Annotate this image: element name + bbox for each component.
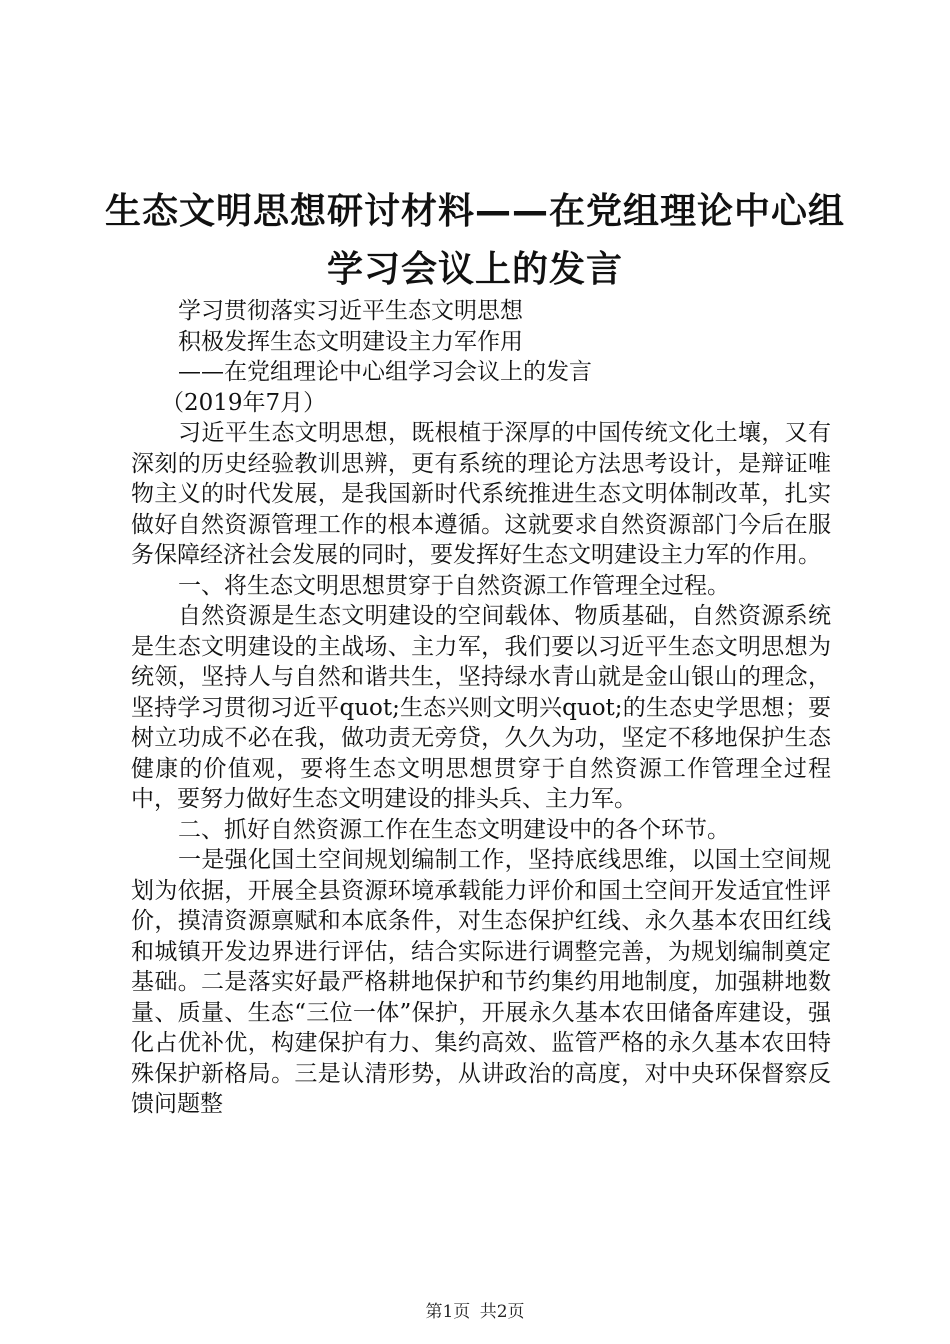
document-date: （2019年7月） xyxy=(161,389,327,416)
body-paragraph: 习近平生态文明思想，既根植于深厚的中国传统文化土壤，又有深刻的历史经验教训思辨，更有系统的理论方法思考设计，是辩证唯物主义的时代发展，是我国新时代系统推进生态文明体制改革，扎实做好自然资源管理工作的根本遵循。这就要求自然资源部门今后在服务保障经济社会发展的同时，要发挥好生态文明建设主力军的作用。 xyxy=(131,420,831,568)
body-paragraph: 一是强化国土空间规划编制工作，坚持底线思维，以国土空间规划为依据，开展全县资源环境承载能力评价和国土空间开发适宜性评价，摸清资源禀赋和本底条件，对生态保护红线、永久基本农田红线和城镇开发边界进行评估，结合实际进行调整完善，为规划编制奠定基础。二是落实好最严格耕地保护和节约集约用地制度，加强耕地数量、质量、生态“三位一体”保护，开展永久基本农田储备库建设，强化占优补优，构建保护有力、集约高效、监管严格的永久基本农田特殊保护新格局。三是认清形势，从讲政治的高度，对中央环保督察反馈问题整 xyxy=(131,847,831,1117)
section-heading: 二、抓好自然资源工作在生态文明建设中的各个环节。 xyxy=(178,816,730,843)
page-total: 共2页 xyxy=(479,1302,525,1322)
subtitle-line2: 积极发挥生态文明建设主力军作用 xyxy=(178,328,523,355)
document-body xyxy=(131,296,831,1120)
document-title-line2: 学习会议上的发言 xyxy=(326,249,623,290)
subtitle-line3: ——在党组理论中心组学习会议上的发言 xyxy=(178,359,592,385)
subtitle-line1: 学习贯彻落实习近平生态文明思想 xyxy=(178,298,523,324)
section-heading: 一、将生态文明思想贯穿于自然资源工作管理全过程。 xyxy=(178,572,730,599)
page-number: 第1页 xyxy=(425,1302,471,1322)
document-title-line1: 生态文明思想研讨材料——在党组理论中心组 xyxy=(104,191,845,232)
page-footer xyxy=(0,1301,950,1323)
body-paragraph: 自然资源是生态文明建设的空间载体、物质基础，自然资源系统是生态文明建设的主战场、主力军，我们要以习近平生态文明思想为统领，坚持人与自然和谐共生，坚持绿水青山就是金山银山的理念，坚持学习贯彻习近平quot;生态兴则文明兴quot;的生态史学思想；要树立功成不必在我，做功责无旁贷，久久为功，坚定不移地保护生态健康的价值观，要将生态文明思想贯穿于自然资源工作管理全过程中，要努力做好生态文明建设的排头兵、主力军。 xyxy=(131,603,831,812)
